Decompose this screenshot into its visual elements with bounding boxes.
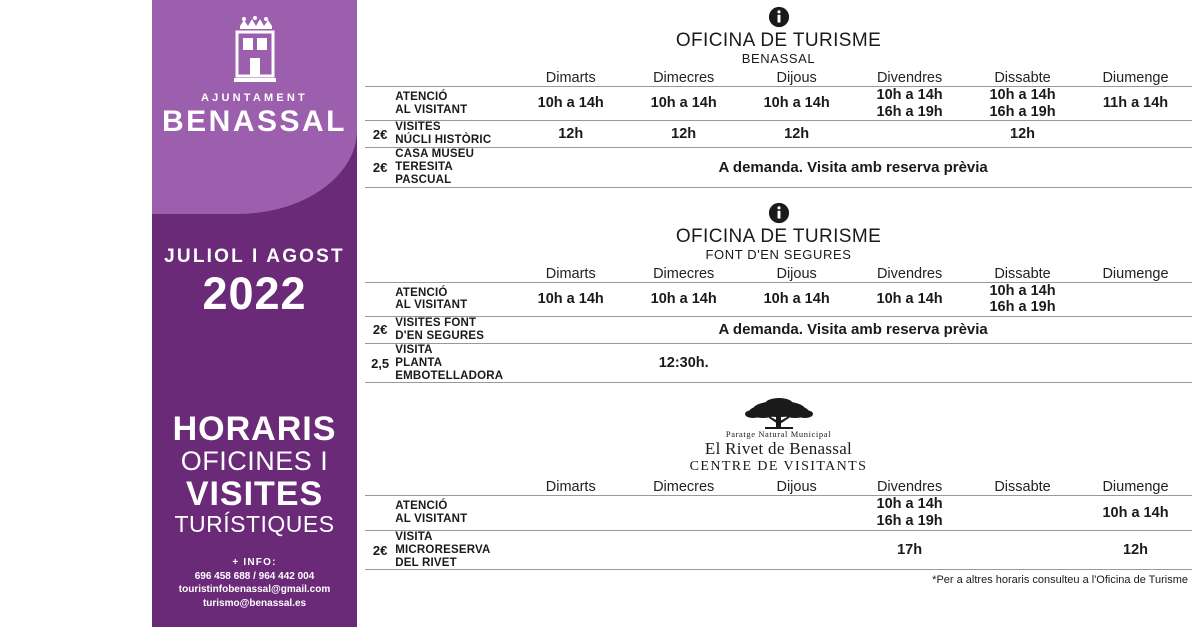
header-day-dimecres: Dimecres <box>653 265 715 282</box>
schedule-table <box>365 70 1192 188</box>
cell-dimecres: 12:30h. <box>658 354 709 371</box>
cell-dimarts <box>514 496 627 530</box>
header-day-dissabte: Dissabte <box>994 479 1051 496</box>
headline-line-3: VISITES <box>185 475 324 513</box>
cell-dissabte <box>966 87 1079 121</box>
cell-divendres: 10h a 14h <box>876 291 943 308</box>
row-label-line: D'EN SEGURES <box>395 329 485 342</box>
row-label-line: VISITA MICRORESERVA <box>395 530 491 556</box>
header-day-dijous: Dijous <box>776 265 817 282</box>
cell-dimarts <box>514 343 627 383</box>
section-title: OFICINA DE TURISME <box>675 30 882 51</box>
rivet-logo-line-3: CENTRE DE VISITANTS <box>689 459 868 475</box>
day-header-row <box>365 479 1192 496</box>
cell-dimarts <box>514 530 627 570</box>
info-circle-icon <box>768 202 790 224</box>
row-price: 2€ <box>372 542 388 558</box>
town-name: BENASSAL <box>161 105 347 138</box>
row-label-line: AL VISITANT <box>395 299 468 312</box>
cell-line: 11h a 14h <box>1102 95 1169 112</box>
section-rivet-centre-visitants <box>365 395 1192 586</box>
row-label <box>395 282 514 316</box>
table-row <box>365 148 1192 188</box>
day-header-row <box>365 70 1192 87</box>
row-label-line: ATENCIÓ <box>395 286 448 299</box>
cell-dimarts <box>514 87 627 121</box>
row-price: 2€ <box>372 322 388 338</box>
header-day-dijous: Dijous <box>776 70 817 86</box>
row-label-line: ATENCIÓ <box>395 500 448 513</box>
cell-diumenge <box>1079 343 1192 383</box>
row-label <box>395 121 514 148</box>
row-label-line: ATENCIÓ <box>395 90 448 103</box>
contact-info <box>152 556 357 610</box>
header-day-dijous: Dijous <box>776 479 817 496</box>
cell-line: 10h a 14h <box>989 282 1056 299</box>
row-label-line: VISITA <box>395 343 433 356</box>
section-title: OFICINA DE TURISME <box>675 225 882 247</box>
coat-of-arms-icon <box>226 14 284 86</box>
row-label <box>395 148 514 188</box>
row-label <box>395 87 514 121</box>
row-label-line: VISITES <box>395 121 441 134</box>
cell-diumenge <box>1079 282 1192 316</box>
cell-line: 16h a 19h <box>989 299 1056 316</box>
schedule-table <box>365 266 1192 384</box>
header-day-dimarts: Dimarts <box>545 265 596 282</box>
row-label-line: PLANTA <box>395 356 443 369</box>
month-label: JULIOL I AGOST <box>164 246 345 267</box>
year-label: 2022 <box>202 268 307 319</box>
info-label: + INFO: <box>232 557 277 568</box>
table-row <box>365 496 1192 530</box>
table-row <box>365 343 1192 383</box>
section-subtitle: FONT D'EN SEGURES <box>705 246 852 262</box>
row-label-line: VISITES FONT <box>395 317 477 330</box>
row-label <box>395 496 514 530</box>
cell-line: 10h a 14h <box>989 87 1056 103</box>
header-day-dimarts: Dimarts <box>545 479 596 496</box>
row-price: 2,5 <box>371 355 390 371</box>
cell-dijous <box>740 530 853 570</box>
section-oficina-font-den-segures <box>365 202 1192 384</box>
header-spacer-price <box>365 70 395 87</box>
cell-divendres <box>853 343 966 383</box>
info-circle-icon <box>768 6 790 28</box>
table-row <box>365 530 1192 570</box>
cell-divendres <box>853 496 966 530</box>
row-label-line: NÚCLI HISTÒRIC <box>395 134 492 147</box>
row-label-line: TERESITA <box>395 160 453 173</box>
header-day-dissabte: Dissabte <box>994 265 1051 282</box>
contact-email-2[interactable]: turismo@benassal.es <box>202 597 307 609</box>
row-note: A demanda. Visita amb reserva prèvia <box>718 321 988 339</box>
cell-line: 10h a 14h <box>763 95 830 112</box>
cell-dimarts: 12h <box>558 125 584 142</box>
headline-line-2: OFICINES I <box>180 446 329 476</box>
tree-icon <box>719 397 839 431</box>
row-label <box>395 343 514 383</box>
row-price <box>365 87 395 121</box>
row-label-line: AL VISITANT <box>395 513 468 526</box>
section-header <box>365 395 1192 475</box>
headline-line-1: HORARIS <box>172 410 337 448</box>
cell-dijous <box>740 496 853 530</box>
brand-block <box>152 14 357 139</box>
cell-dissabte <box>966 282 1079 316</box>
section-header <box>365 202 1192 262</box>
cell-line: 10h a 14h <box>876 496 943 513</box>
cell-diumenge: 10h a 14h <box>1102 504 1169 521</box>
header-day-divendres: Divendres <box>876 265 943 282</box>
row-price: 2€ <box>372 126 388 142</box>
header-day-diumenge: Diumenge <box>1102 70 1169 86</box>
row-label <box>395 317 514 344</box>
row-label <box>395 530 514 570</box>
section-oficina-benassal <box>365 6 1192 188</box>
header-day-dimecres: Dimecres <box>653 70 715 86</box>
cell-divendres: 17h <box>897 541 923 558</box>
cell-dimecres: 10h a 14h <box>650 291 717 308</box>
row-price <box>365 496 395 530</box>
cell-line: 10h a 14h <box>650 95 717 112</box>
contact-phones: 696 458 688 / 964 442 004 <box>194 570 315 582</box>
cell-dimarts: 10h a 14h <box>537 291 604 308</box>
cell-dissabte <box>966 343 1079 383</box>
table-row <box>365 121 1192 148</box>
headline-line-4: TURÍSTIQUES <box>174 511 335 537</box>
schedule-panel <box>357 0 1200 627</box>
cell-dissabte: 12h <box>1010 125 1036 142</box>
header-day-dissabte: Dissabte <box>994 70 1051 86</box>
cell-dissabte <box>966 530 1079 570</box>
header-spacer-price <box>365 479 395 496</box>
ajuntament-label: AJUNTAMENT <box>201 92 308 104</box>
cell-dimecres <box>627 530 740 570</box>
cell-dimecres: 12h <box>671 125 697 142</box>
day-header-row <box>365 266 1192 283</box>
cell-dijous <box>740 343 853 383</box>
cell-divendres <box>853 121 966 148</box>
row-label-line: PASCUAL <box>395 173 452 186</box>
row-label-line: DEL RIVET <box>395 556 457 569</box>
cell-line: 10h a 14h <box>876 87 943 103</box>
table-row <box>365 87 1192 121</box>
row-price: 2€ <box>372 159 388 175</box>
cell-diumenge <box>1079 87 1192 121</box>
cell-dijous: 10h a 14h <box>763 291 830 308</box>
cell-diumenge: 12h <box>1123 541 1148 558</box>
cell-line: 16h a 19h <box>876 103 943 120</box>
header-spacer-label <box>395 70 514 87</box>
header-spacer-label <box>395 479 514 496</box>
row-label-line: AL VISITANT <box>395 103 468 116</box>
cell-line: 10h a 14h <box>537 95 604 112</box>
cell-diumenge <box>1079 121 1192 148</box>
header-spacer-price <box>365 266 395 283</box>
section-header <box>365 6 1192 66</box>
cell-dissabte <box>966 496 1079 530</box>
section-subtitle: BENASSAL <box>741 51 816 66</box>
header-day-diumenge: Diumenge <box>1102 265 1169 282</box>
cell-dimecres <box>627 496 740 530</box>
cell-divendres <box>853 87 966 121</box>
left-panel <box>152 0 357 627</box>
contact-email-1[interactable]: touristinfobenassal@gmail.com <box>178 584 331 595</box>
rivet-logo-line-1: Paratge Natural Municipal <box>725 429 832 440</box>
header-day-divendres: Divendres <box>876 70 943 86</box>
header-day-dimarts: Dimarts <box>545 70 596 86</box>
table-row <box>365 282 1192 316</box>
header-day-divendres: Divendres <box>876 479 943 496</box>
header-day-dimecres: Dimecres <box>653 479 715 496</box>
cell-dijous: 12h <box>784 125 810 142</box>
row-note: A demanda. Visita amb reserva prèvia <box>718 158 988 176</box>
cell-dimecres <box>627 87 740 121</box>
cell-dijous <box>740 87 853 121</box>
row-price <box>365 282 395 316</box>
cell-line: 16h a 19h <box>876 513 943 530</box>
schedule-table <box>365 479 1192 570</box>
footnote: *Per a altres horaris consulteu a l'Oficina de Turisme <box>932 574 1188 587</box>
headline <box>152 412 357 536</box>
rivet-logo-line-2: El Rivet de Benassal <box>704 439 853 459</box>
header-day-diumenge: Diumenge <box>1102 479 1169 496</box>
row-label-line: CASA MUSEU <box>395 148 475 161</box>
header-spacer-label <box>395 266 514 283</box>
cell-line: 16h a 19h <box>989 103 1056 120</box>
table-row <box>365 317 1192 344</box>
row-label-line: EMBOTELLADORA <box>395 369 504 382</box>
